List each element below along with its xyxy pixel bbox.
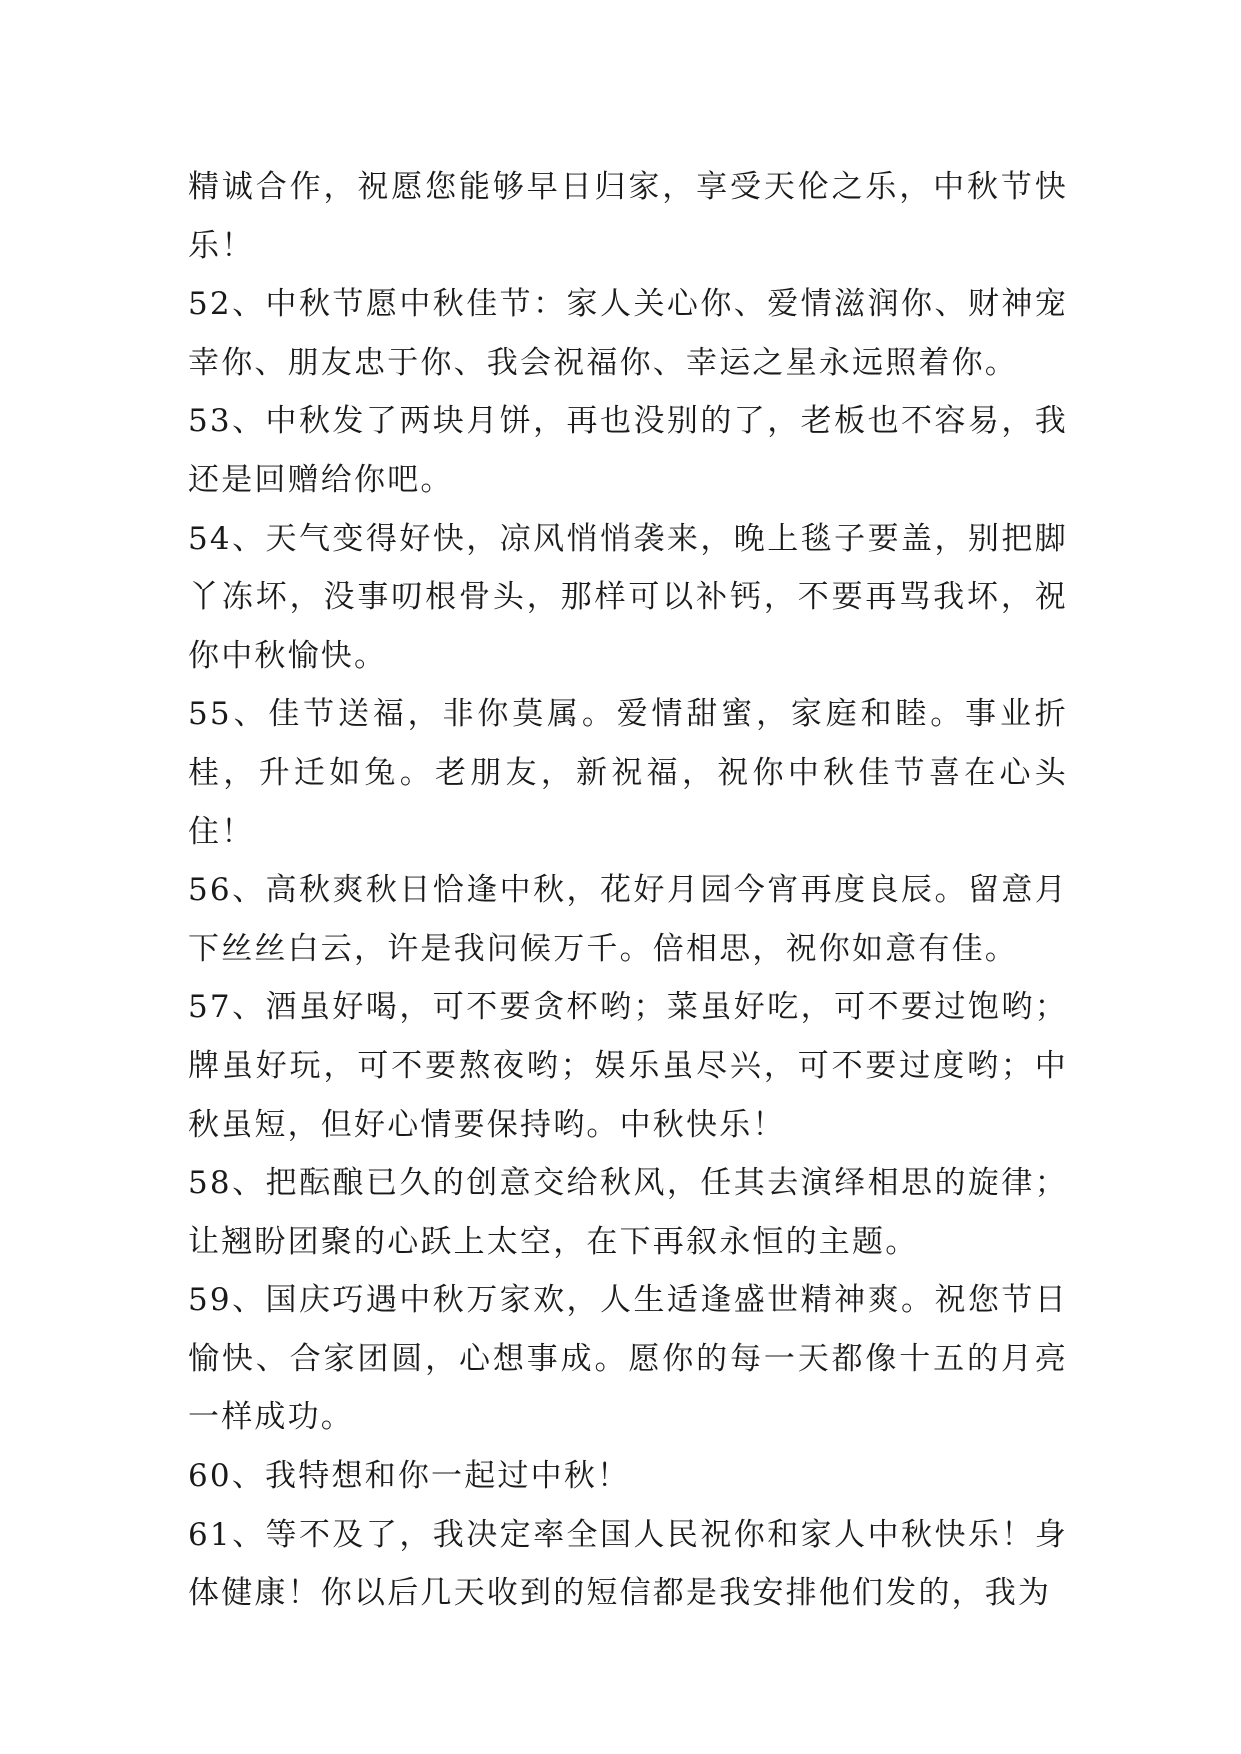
paragraph-52: 52、中秋节愿中秋佳节：家人关心你、爱情滋润你、财神宠幸你、朋友忠于你、我会祝福你、幸运之星永远照着你。 xyxy=(188,286,1068,381)
paragraph-60: 60、我特想和你一起过中秋！ xyxy=(188,1458,631,1495)
paragraph-58: 58、把酝酿已久的创意交给秋风，任其去演绎相思的旋律；让翘盼团聚的心跃上太空，在下再叙永恒的主题。 xyxy=(188,1165,1068,1260)
paragraph-continuation: 精诚合作，祝愿您能够早日归家，享受天伦之乐，中秋节快乐！ xyxy=(188,169,1068,264)
paragraph-55: 55、佳节送福，非你莫属。爱情甜蜜，家庭和睦。事业折桂，升迁如兔。老朋友，新祝福，祝你中秋佳节喜在心头住！ xyxy=(188,696,1068,850)
paragraph-56: 56、高秋爽秋日恰逢中秋，花好月园今宵再度良辰。留意月下丝丝白云，许是我问候万千。倍相思，祝你如意有佳。 xyxy=(188,872,1068,967)
paragraph-59: 59、国庆巧遇中秋万家欢，人生适逢盛世精神爽。祝您节日愉快、合家团圆，心想事成。愿你的每一天都像十五的月亮一样成功。 xyxy=(188,1282,1068,1436)
paragraph-53: 53、中秋发了两块月饼，再也没别的了，老板也不容易，我还是回赠给你吧。 xyxy=(188,403,1068,498)
paragraph-61: 61、等不及了，我决定率全国人民祝你和家人中秋快乐！身体健康！你以后几天收到的短信都是我安排他们发的，我为 xyxy=(188,1516,1068,1612)
paragraph-57: 57、酒虽好喝，可不要贪杯哟；菜虽好吃，可不要过饱哟；牌虽好玩，可不要熬夜哟；娱乐虽尽兴，可不要过度哟；中秋虽短，但好心情要保持哟。中秋快乐！ xyxy=(188,989,1068,1143)
document-body xyxy=(188,158,1068,1623)
paragraph-54: 54、天气变得好快，凉风悄悄袭来，晚上毯子要盖，别把脚丫冻坏，没事叨根骨头，那样可以补钙，不要再骂我坏，祝你中秋愉快。 xyxy=(188,520,1068,674)
